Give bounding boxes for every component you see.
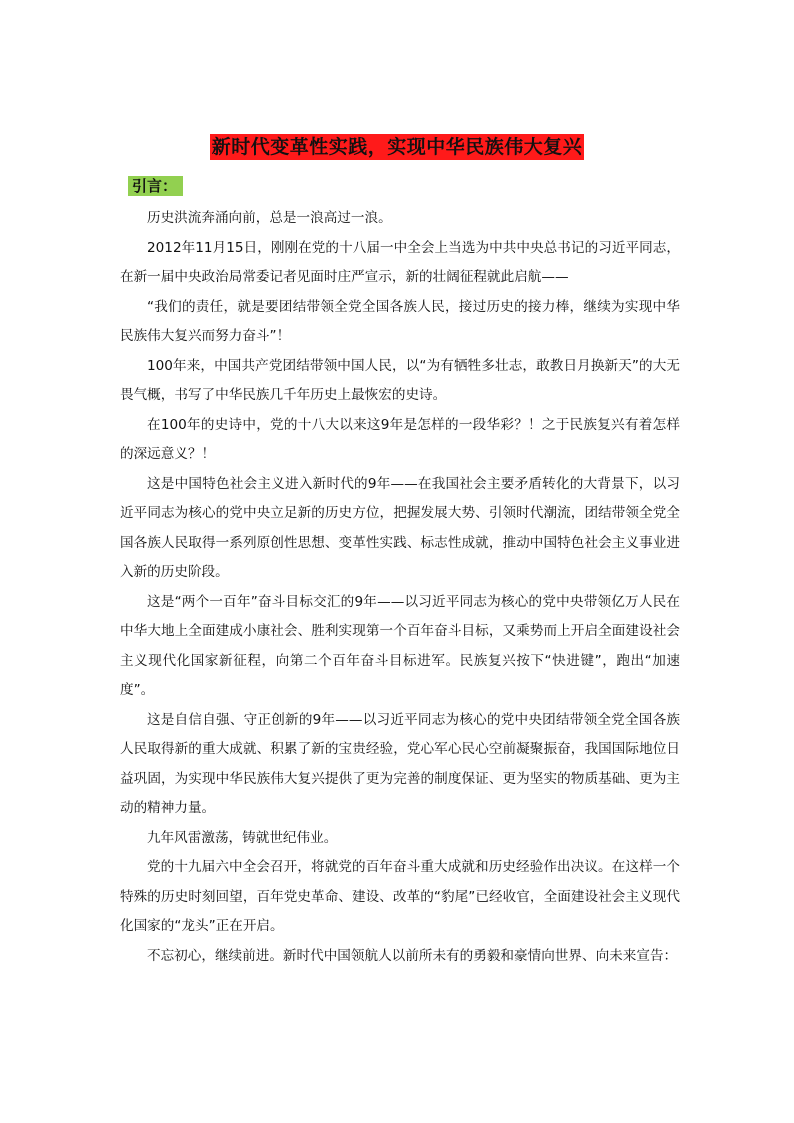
paragraph: 这是自信自强、守正创新的9年——以习近平同志为核心的党中央团结带领全党全国各族人民取得新的重大成就、积累了新的宝贵经验，党心军心民心空前凝聚振奋，我国国际地位日益巩固，为实现中华民族伟大复兴提供了更为完善的制度保证、更为坚实的物质基础、更为主动的精神力量。 [120, 711, 680, 816]
paragraph: 党的十九届六中全会召开，将就党的百年奋斗重大成就和历史经验作出决议。在这样一个特殊的历史时刻回望，百年党史革命、建设、改革的“豹尾”已经收官，全面建设社会主义现代化国家的“龙头”正在开启。 [120, 859, 680, 934]
paragraph: 2012年11月15日，刚刚在党的十八届一中全会上当选为中共中央总书记的习近平同志，在新一届中央政治局常委记者见面时庄严宣示，新的壮阔征程就此启航—— [120, 239, 680, 285]
paragraph: “我们的责任，就是要团结带领全党全国各族人民，接过历史的接力棒，继续为实现中华民族伟大复兴而努力奋斗”！ [120, 298, 680, 344]
document-body [120, 204, 680, 971]
paragraph: 这是中国特色社会主义进入新时代的9年——在我国社会主要矛盾转化的大背景下，以习近平同志为核心的党中央立足新的历史方位，把握发展大势、引领时代潮流，团结带领全党全国各族人民取得一系列原创性思想、变革性实践、标志性成就，推动中国特色社会主义事业进入新的历史阶段。 [120, 475, 680, 580]
paragraph: 历史洪流奔涌向前，总是一浪高过一浪。 [147, 210, 392, 226]
paragraph: 九年风雷激荡，铸就世纪伟业。 [147, 829, 338, 846]
paragraph: 100年来，中国共产党团结带领中国人民，以“为有牺牲多壮志，敢教日月换新天”的大无畏气概，书写了中华民族几千年历史上最恢宏的史诗。 [120, 357, 680, 403]
document-title: 新时代变革性实践，实现中华民族伟大复兴 [211, 136, 583, 158]
intro-label: 引言： [128, 176, 183, 196]
paragraph: 在100年的史诗中，党的十八大以来这9年是怎样的一段华彩？！之于民族复兴有着怎样的深远意义？！ [120, 416, 680, 462]
title-row [0, 134, 794, 160]
paragraph: 这是“两个一百年”奋斗目标交汇的9年——以习近平同志为核心的党中央带领亿万人民在中华大地上全面建成小康社会、胜利实现第一个百年奋斗目标，又乘势而上开启全面建设社会主义现代化国家新征程，向第二个百年奋斗目标进军。民族复兴按下“快进键”，跑出“加速度”。 [120, 593, 680, 698]
paragraph: 不忘初心，继续前进。新时代中国领航人以前所未有的勇毅和豪情向世界、向未来宣告： [147, 947, 678, 964]
